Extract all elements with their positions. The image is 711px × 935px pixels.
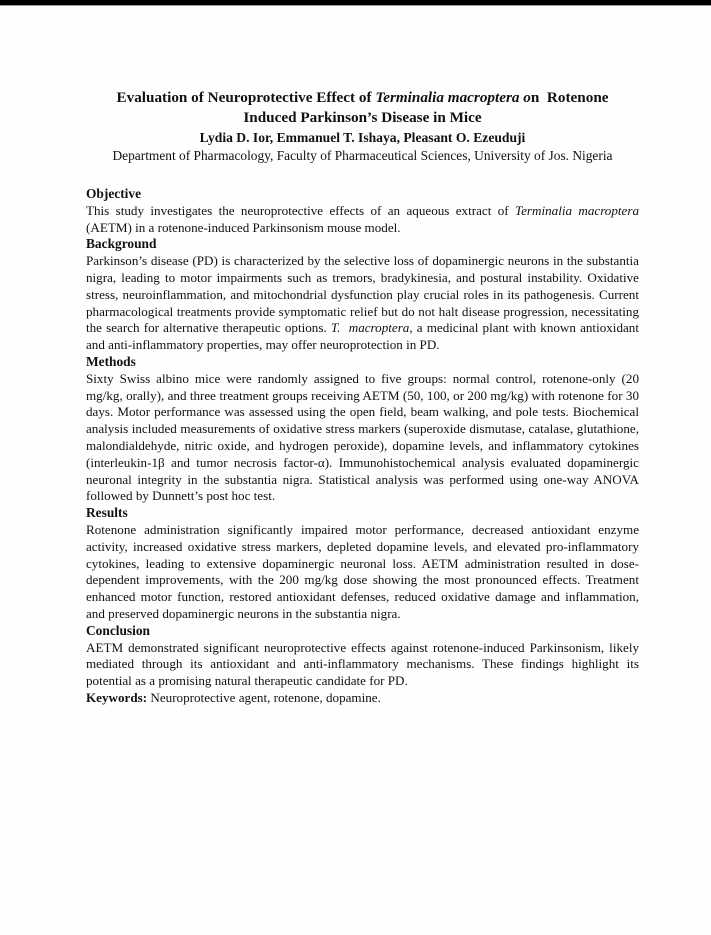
section-conclusion bbox=[86, 623, 639, 690]
background-text-a: Parkinson’s disease (PD) is characterized by the selective loss of dopaminergic neurons in the substantia nigra, leading to motor impairments such as tremors, bradykinesia, and postural instability. Oxidative stress, neuroinflammation, and mitochondrial dysfunction play crucial roles in its pathogenesis. Current pharmacological treatments provide symptomatic relief but do not halt disease progression, necessitating the search for alternative therapeutic options. bbox=[86, 253, 639, 336]
top-black-bar bbox=[0, 0, 711, 6]
section-results bbox=[86, 505, 639, 623]
background-text-b: , a medicinal plant with known antioxidant and anti-inflammatory properties, may offer neuroprotection in PD. bbox=[86, 320, 639, 353]
objective-text bbox=[86, 203, 639, 237]
background-species: T. macroptera bbox=[330, 320, 410, 336]
objective-species: Terminalia macroptera bbox=[515, 202, 639, 218]
paper-title bbox=[86, 88, 639, 128]
abstract-page bbox=[86, 88, 639, 707]
title-text-2: n Rotenone bbox=[530, 89, 609, 106]
results-text: Rotenone administration significantly impaired motor performance, decreased antioxidant enzyme activity, increased oxidative stress markers, depleted dopamine levels, and elevated pro-inflammatory cytokines, leading to extensive dopaminergic neuronal loss. AETM administration resulted in dose-dependent improvements, with the 200 mg/kg dose showing the most pronounced effects. Treatment enhanced motor function, restored antioxidant defenses, reduced oxidative damage and inflammation, and preserved dopaminergic neurons in the substantia nigra. bbox=[86, 521, 639, 621]
title-line-2: Induced Parkinson’s Disease in Mice bbox=[243, 109, 482, 126]
keywords bbox=[86, 690, 639, 707]
section-background bbox=[86, 236, 639, 354]
title-text-1: Evaluation of Neuroprotective Effect of bbox=[116, 89, 376, 106]
section-methods bbox=[86, 354, 639, 505]
spacer bbox=[86, 165, 639, 186]
methods-text: Sixty Swiss albino mice were randomly assigned to five groups: normal control, rotenone-only (20 mg/kg, orally), and three treatment groups receiving AETM (50, 100, or 200 mg/kg) with rotenone for 30 days. Motor performance was assessed using the open field, beam walking, and pole tests. Biochemical analysis included measurements of oxidative stress markers (superoxide dismutase, catalase, glutathione, malondialdehyde, nitric oxide, and hydrogen peroxide), dopamine levels, and inflammatory cytokines (interleukin-1β and tumor necrosis factor-α). Immunohistochemical analysis evaluated dopaminergic neuronal integrity in the substantia nigra. Statistical analysis was performed using one-way ANOVA followed by Dunnett’s post hoc test. bbox=[86, 370, 639, 504]
objective-text-a: This study investigates the neuroprotective effects of an aqueous extract of bbox=[86, 202, 516, 218]
affiliation: Department of Pharmacology, Faculty of Pharmaceutical Sciences, University of Jos. Nigeria bbox=[112, 148, 613, 163]
heading-results: Results bbox=[86, 505, 128, 521]
heading-objective: Objective bbox=[86, 186, 142, 201]
author-list: Lydia D. Ior, Emmanuel T. Ishaya, Pleasant O. Ezeuduji bbox=[199, 130, 526, 145]
title-italic-o: o bbox=[523, 89, 531, 106]
section-objective bbox=[86, 186, 639, 236]
keywords-text: Neuroprotective agent, rotenone, dopamine. bbox=[147, 689, 381, 705]
heading-methods: Methods bbox=[86, 353, 136, 369]
objective-text-b: (AETM) in a rotenone-induced Parkinsonism mouse model. bbox=[86, 219, 401, 235]
title-species: Terminalia macroptera bbox=[375, 89, 520, 106]
keywords-label: Keywords: bbox=[86, 689, 148, 705]
heading-conclusion: Conclusion bbox=[86, 622, 150, 638]
heading-background: Background bbox=[86, 236, 157, 252]
background-text bbox=[86, 253, 639, 354]
conclusion-text: AETM demonstrated significant neuroprotective effects against rotenone-induced Parkinsonism, likely mediated through its antioxidant and anti-inflammatory mechanisms. These findings highlight its potential as a promising natural therapeutic candidate for PD. bbox=[86, 639, 639, 689]
